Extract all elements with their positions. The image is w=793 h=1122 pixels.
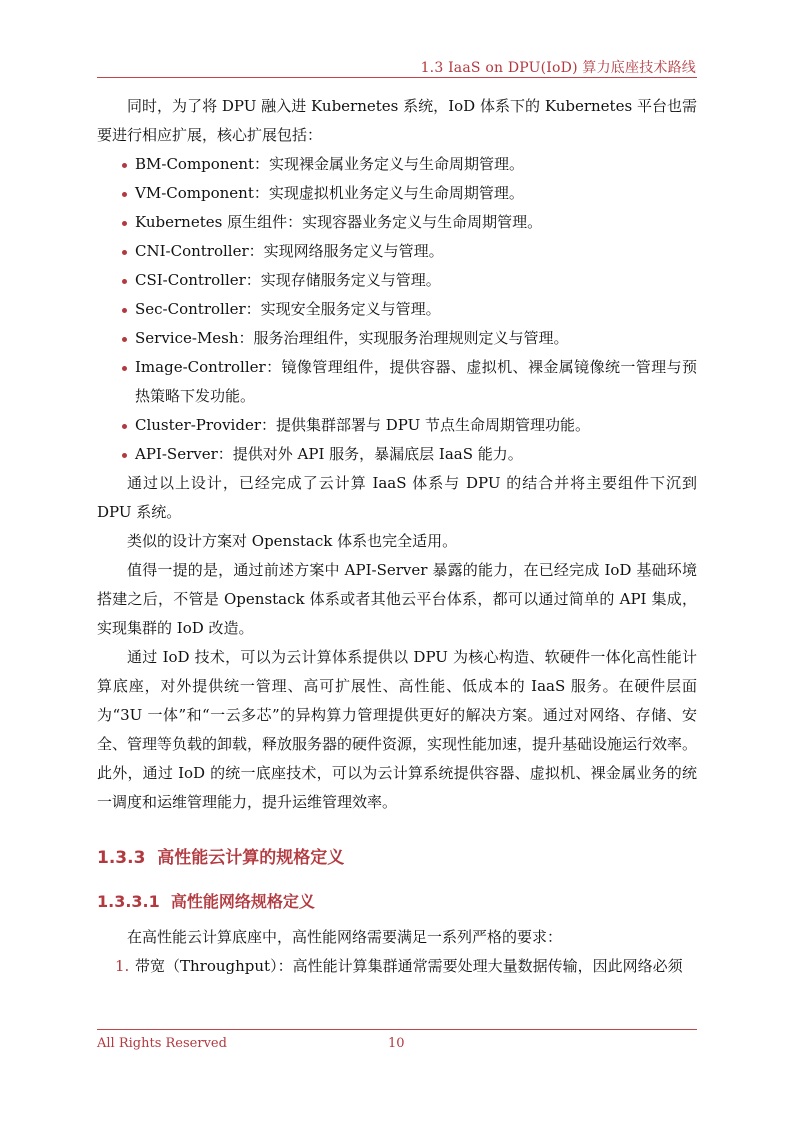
list-item: Kubernetes 原生组件：实现容器业务定义与生命周期管理。 — [97, 208, 697, 237]
bullet-dot-icon — [122, 366, 127, 371]
footer-rule — [97, 1029, 697, 1030]
bullet-dot-icon — [122, 221, 127, 226]
bullet-dot-icon — [122, 337, 127, 342]
list-item: CNI-Controller：实现网络服务定义与管理。 — [97, 237, 697, 266]
subsection-intro: 在高性能云计算底座中，高性能网络需要满足一系列严格的要求： — [127, 928, 563, 946]
bullet-dot-icon — [122, 279, 127, 284]
list-item: Sec-Controller：实现安全服务定义与管理。 — [97, 295, 697, 324]
page-number: 10 — [388, 1036, 405, 1051]
requirements-numbered-list — [97, 952, 697, 981]
subsection-heading — [97, 887, 697, 917]
extension-bullet-list — [97, 150, 697, 469]
list-item: 1. 带宽（Throughput）：高性能计算集群通常需要处理大量数据传输，因此网络必须 — [97, 952, 697, 981]
section-number: 1.3.3 — [97, 848, 146, 868]
list-item: Cluster-Provider：提供集群部署与 DPU 节点生命周期管理功能。 — [97, 411, 697, 440]
list-item: Image-Controller：镜像管理组件，提供容器、虚拟机、裸金属镜像统一管理与预热策略下发功能。 — [97, 353, 697, 411]
list-item: CSI-Controller：实现存储服务定义与管理。 — [97, 266, 697, 295]
running-header-title: 1.3 IaaS on DPU(IoD) 算力底座技术路线 — [420, 60, 696, 76]
bullet-dot-icon — [122, 453, 127, 458]
bullet-dot-icon — [122, 250, 127, 255]
subsection-number: 1.3.3.1 — [97, 892, 160, 911]
section-title: 高性能云计算的规格定义 — [157, 848, 345, 868]
body-paragraph: 通过以上设计，已经完成了云计算 IaaS 体系与 DPU 的结合并将主要组件下沉到 DPU 系统。 — [97, 474, 697, 521]
list-item: VM-Component：实现虚拟机业务定义与生命周期管理。 — [97, 179, 697, 208]
header-rule — [97, 77, 697, 78]
list-number: 1. — [115, 957, 130, 975]
body-paragraph: 类似的设计方案对 Openstack 体系也完全适用。 — [127, 532, 458, 550]
bullet-dot-icon — [122, 424, 127, 429]
list-item: Service-Mesh：服务治理组件，实现服务治理规则定义与管理。 — [97, 324, 697, 353]
footer-rights: All Rights Reserved — [97, 1036, 227, 1051]
intro-paragraph: 同时，为了将 DPU 融入进 Kubernetes 系统，IoD 体系下的 Kubernetes 平台也需要进行相应扩展，核心扩展包括： — [97, 97, 697, 144]
bullet-dot-icon — [122, 192, 127, 197]
subsection-title: 高性能网络规格定义 — [170, 892, 315, 911]
body-paragraph: 通过 IoD 技术，可以为云计算体系提供以 DPU 为核心构造、软硬件一体化高性能计算底座，对外提供统一管理、高可扩展性、高性能、低成本的 IaaS 服务。在硬件层面为“3U 一体”和“一云多芯”的异构算力管理提供更好的解决方案。通过对网络、存储、安全、管理等负载的卸载，释放服务器的硬件资源，实现性能加速，提升基础设施运行效率。此外，通过 IoD 的统一底座技术，可以为云计算系统提供容器、虚拟机、裸金属业务的统一调度和运维管理能力，提升运维管理效率。 — [97, 648, 698, 811]
bullet-dot-icon — [122, 308, 127, 313]
page-body — [97, 92, 697, 981]
bullet-dot-icon — [122, 163, 127, 168]
body-paragraph: 值得一提的是，通过前述方案中 API-Server 暴露的能力，在已经完成 IoD 基础环境搭建之后，不管是 Openstack 体系或者其他云平台体系，都可以通过简单的 API 集成，实现集群的 IoD 改造。 — [97, 561, 697, 637]
list-item: BM-Component：实现裸金属业务定义与生命周期管理。 — [97, 150, 697, 179]
list-item: API-Server：提供对外 API 服务，暴漏底层 IaaS 能力。 — [97, 440, 697, 469]
section-heading — [97, 843, 697, 873]
